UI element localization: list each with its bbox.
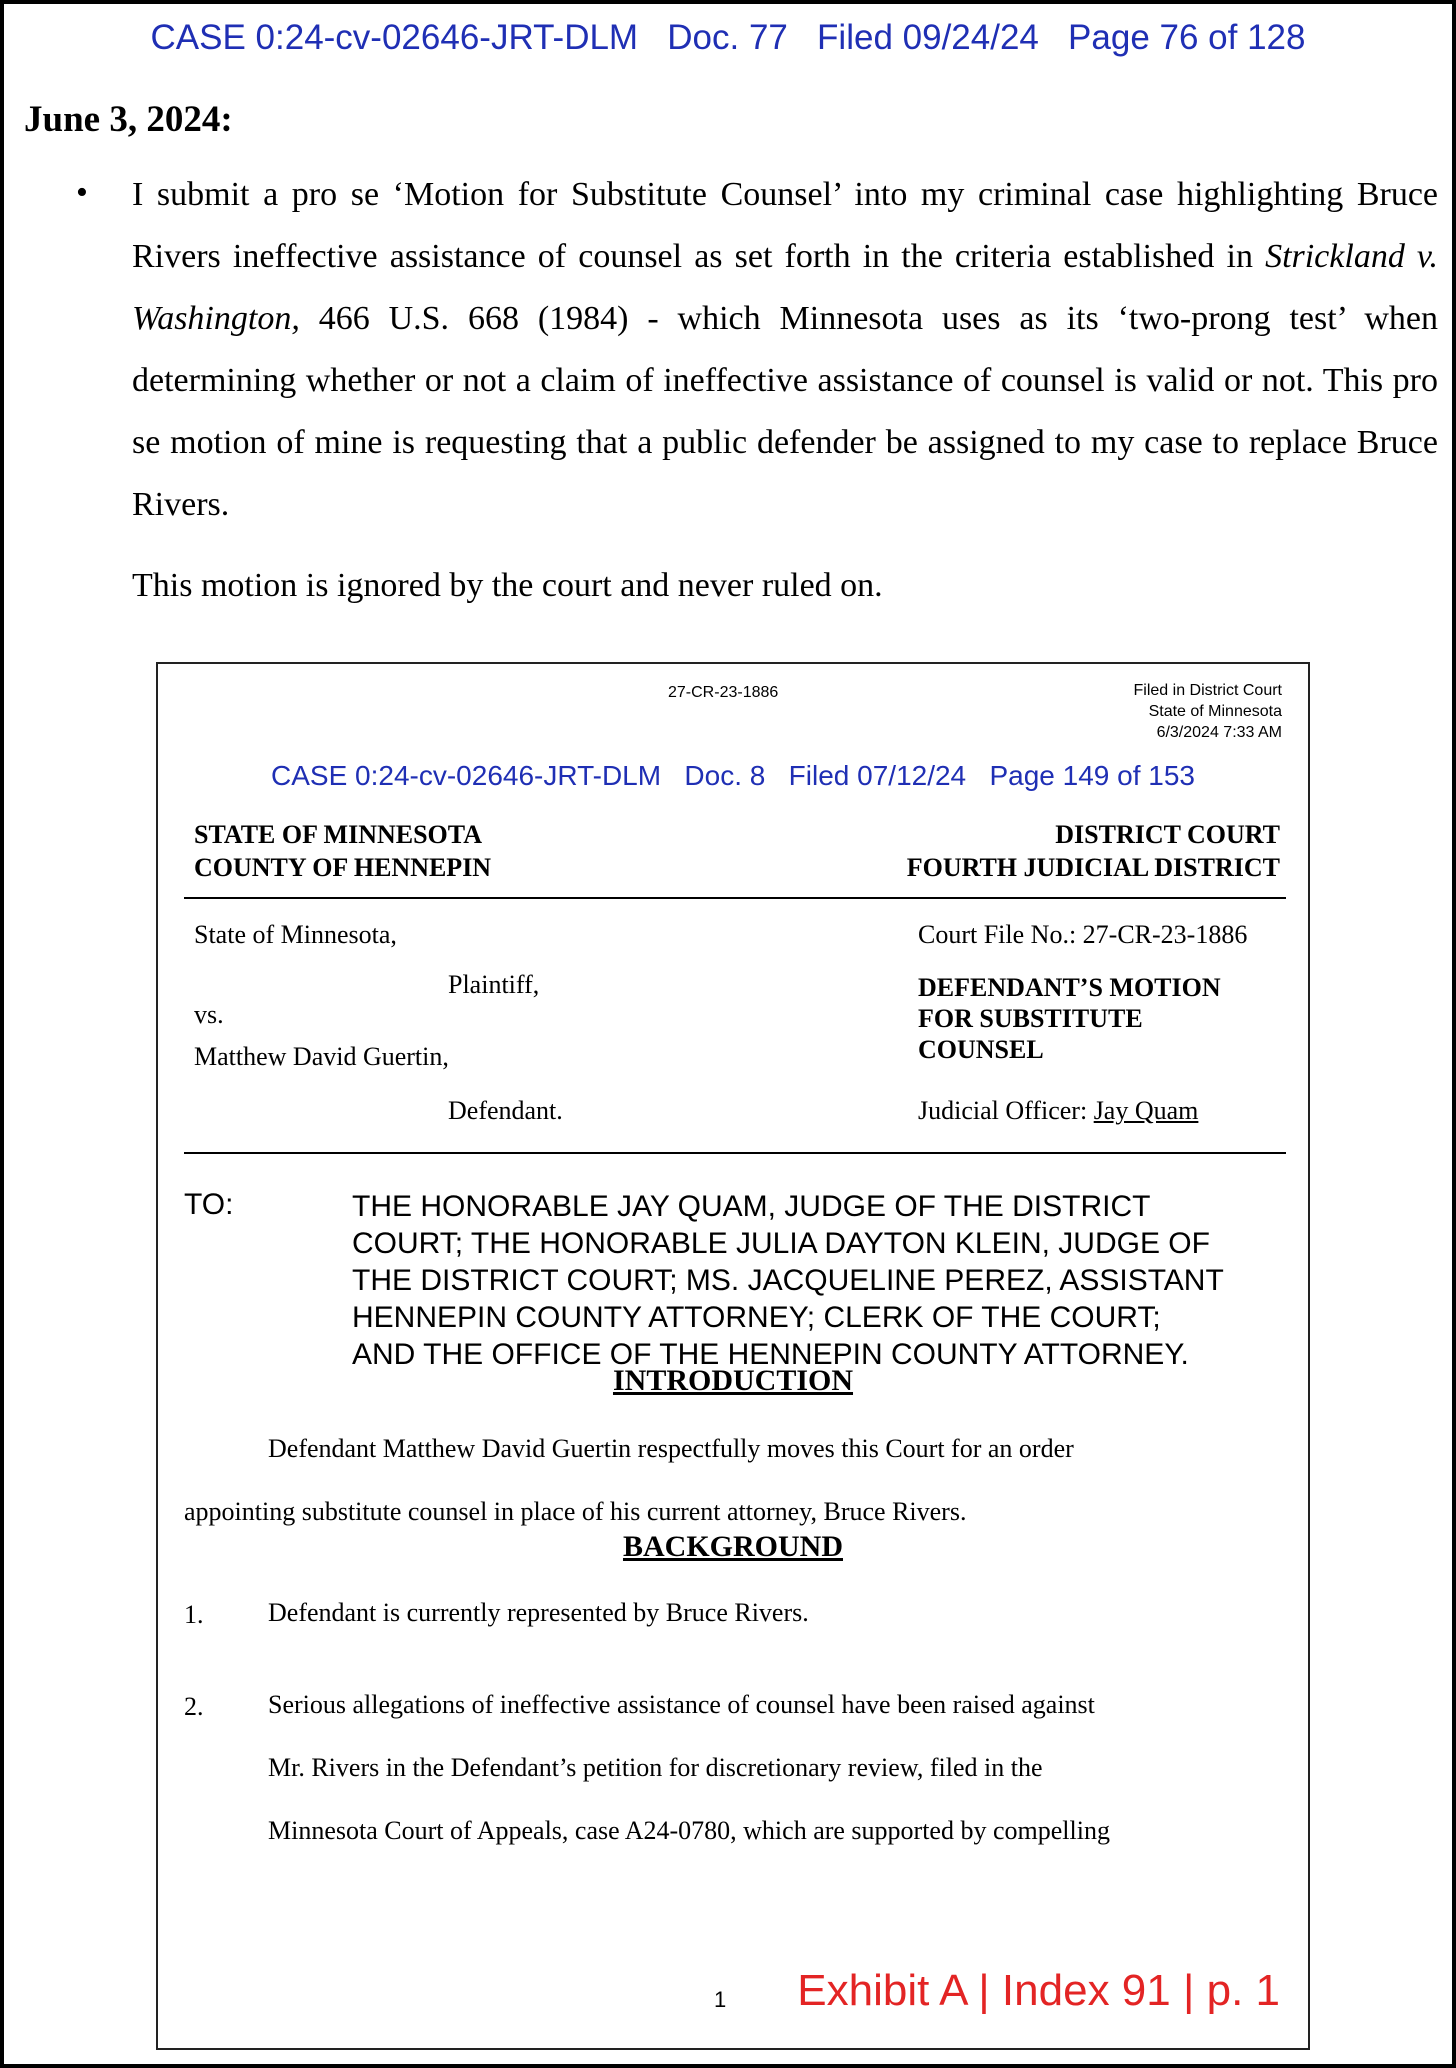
item-number: 2. xyxy=(184,1692,204,1721)
to-label: TO: xyxy=(184,1188,234,1221)
caption-right-line: DISTRICT COURT xyxy=(1055,820,1280,849)
versus-label: vs. xyxy=(194,1000,224,1029)
exhibit-case-number: 27-CR-23-1886 xyxy=(668,684,779,701)
court-file-number: Court File No.: 27-CR-23-1886 xyxy=(918,920,1248,949)
exhibit-stamp: Exhibit A | Index 91 | p. 1 xyxy=(797,1966,1280,2015)
intro-line: Defendant Matthew David Guertin respectfully moves this Court for an order xyxy=(268,1434,1074,1463)
caption-divider-bottom xyxy=(184,1152,1286,1154)
introduction-heading: INTRODUCTION xyxy=(612,1364,854,1397)
exhibit-image xyxy=(156,662,1310,2050)
item-line: Minnesota Court of Appeals, case A24-0780, which are supported by compelling xyxy=(268,1816,1110,1845)
caption-divider-top xyxy=(184,897,1286,899)
exhibit-case-header: CASE 0:24-cv-02646-JRT-DLM Doc. 8 Filed 07/12/24 Page 149 of 153 xyxy=(271,760,1195,791)
filed-stamp-line: 6/3/2024 7:33 AM xyxy=(1156,724,1282,741)
filed-stamp-line: Filed in District Court xyxy=(1133,682,1282,699)
bullet-marker: • xyxy=(76,174,88,211)
to-addressees xyxy=(352,1188,1292,1373)
to-line: AND THE OFFICE OF THE HENNEPIN COUNTY ATTORNEY. xyxy=(352,1338,1189,1371)
filed-stamp xyxy=(1134,680,1282,743)
followup-paragraph: This motion is ignored by the court and never ruled on. xyxy=(132,567,883,604)
caption-left-line: STATE OF MINNESOTA xyxy=(194,820,482,849)
caption-left-line: COUNTY OF HENNEPIN xyxy=(194,853,492,882)
defendant-name: Matthew David Guertin, xyxy=(194,1042,449,1071)
motion-title-line: DEFENDANT’S MOTION xyxy=(918,973,1221,1002)
case-citation: Strickland v. Washington, xyxy=(132,238,1438,337)
to-line: THE HONORABLE JAY QUAM, JUDGE OF THE DISTRICT xyxy=(352,1190,1151,1223)
item-line: Serious allegations of ineffective assistance of counsel have been raised against xyxy=(268,1690,1095,1719)
motion-title-line: COUNSEL xyxy=(918,1035,1044,1064)
plaintiff-name: State of Minnesota, xyxy=(194,920,397,949)
item-line: Defendant is currently represented by Bruce Rivers. xyxy=(268,1598,809,1627)
intro-line: appointing substitute counsel in place of his current attorney, Bruce Rivers. xyxy=(184,1497,967,1526)
defendant-role: Defendant. xyxy=(448,1096,563,1125)
motion-title-line: FOR SUBSTITUTE xyxy=(918,1004,1143,1033)
bullet-text-part2: 466 U.S. 668 (1984) - which Minnesota uses as its ‘two-prong test’ when determining whether or not a claim of ineffective assistance of counsel is valid or not. This pro se motion of mine is requesting that a public defender be assigned to my case to replace Bruce Rivers. xyxy=(132,300,1438,523)
background-heading: BACKGROUND xyxy=(622,1530,843,1563)
to-line: THE DISTRICT COURT; MS. JACQUELINE PEREZ, ASSISTANT xyxy=(352,1264,1224,1297)
caption-left xyxy=(194,818,491,884)
to-line: HENNEPIN COUNTY ATTORNEY; CLERK OF THE COURT; xyxy=(352,1301,1161,1334)
caption-right-line: FOURTH JUDICIAL DISTRICT xyxy=(906,853,1280,882)
motion-title xyxy=(918,972,1221,1065)
date-heading: June 3, 2024: xyxy=(24,99,233,140)
case-header: CASE 0:24-cv-02646-JRT-DLM Doc. 77 Filed 09/24/24 Page 76 of 128 xyxy=(150,18,1306,57)
bullet-text-part1: I submit a pro se ‘Motion for Substitute Counsel’ into my criminal case highlighting Bruce Rivers ineffective assistance of counsel as set forth in the criteria established in xyxy=(132,176,1438,275)
exhibit-page-number: 1 xyxy=(714,1987,727,2012)
filed-stamp-line: State of Minnesota xyxy=(1148,703,1282,720)
plaintiff-role: Plaintiff, xyxy=(448,970,540,999)
judicial-officer xyxy=(918,1096,1198,1126)
judicial-officer-label: Judicial Officer: xyxy=(918,1096,1094,1125)
caption-right xyxy=(907,818,1280,884)
bullet-paragraph xyxy=(132,164,1438,536)
to-line: COURT; THE HONORABLE JULIA DAYTON KLEIN, JUDGE OF xyxy=(352,1227,1210,1260)
judicial-officer-name: Jay Quam xyxy=(1093,1096,1199,1125)
item-number: 1. xyxy=(184,1600,204,1629)
item-line: Mr. Rivers in the Defendant’s petition for discretionary review, filed in the xyxy=(268,1753,1043,1782)
